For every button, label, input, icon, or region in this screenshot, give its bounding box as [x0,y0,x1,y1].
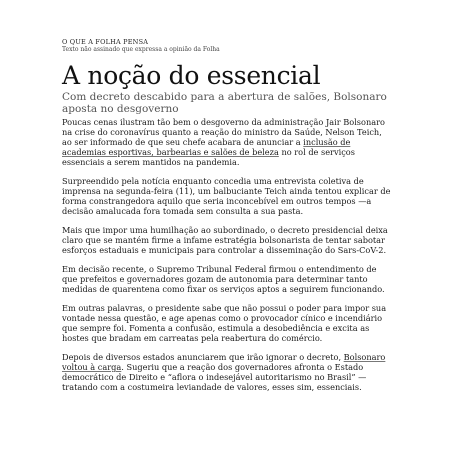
link-bolsonaro-voltou[interactable]: Bolsonaro voltou à carga [62,352,386,372]
article-page [62,0,392,401]
section-subtitle: Texto não assinado que expressa a opinião da Folha [62,46,220,53]
paragraph-6-before: Depois de diversos estados anunciarem que irão ignorar o decreto, [62,352,344,362]
deck: Com decreto descabido para a abertura de salões, Bolsonaro aposta no desgoverno [62,91,387,115]
paragraph-1-after: no rol de serviços essenciais a serem mantidos na pandemia. [62,147,355,167]
paragraph-3: Mais que impor uma humilhação ao subordinado, o decreto presidencial deixa claro que se mantém firme a infame estratégia bolsonarista de tentar sabotar esforços estaduais e municipais para controlar a disseminação do Sars-CoV-2. [62,225,388,255]
article-body [62,117,392,392]
paragraph-4: Em decisão recente, o Supremo Tribunal Federal firmou o entendimento de que prefeitos e governadores gozam de autonomia para determinar tanto medidas de quarentena como fixar os serviços aptos a seguirem funcionando. [62,264,385,294]
paragraph-6 [62,352,392,392]
section-label: O QUE A FOLHA PENSA [62,38,149,46]
paragraph-5: Em outras palavras, o presidente sabe que não possui o poder para impor sua vontade nessa questão, e age apenas como o provocador cínico e incendiário que sempre foi. Fomenta a confusão, estimula a desobediência e excita as hostes que bradam em carreatas pela reabertura do comércio. [62,303,387,343]
link-academias[interactable]: inclusão de academias esportivas, barbearias e salões de beleza [62,137,351,157]
paragraph-6-after: . Sugeriu que a reação dos governadores afronta o Estado democrático de Direito e “aflora o indesejável autoritarismo no Brasil” —tratando com a costumeira leviandade de valores, esses sim, essenciais. [62,362,367,392]
paragraph-1 [62,117,392,167]
paragraph-1-before: Poucas cenas ilustram tão bem o desgoverno da administração Jair Bolsonaro na crise do coronavírus quanto a reação do ministro da Saúde, Nelson Teich, ao ser informado de que seu chefe acabara de anunciar a [62,117,385,147]
headline: A noção do essencial [62,61,321,90]
paragraph-2: Surpreendido pela notícia enquanto concedia uma entrevista coletiva de imprensa na segunda-feira (11), um balbuciante Teich ainda tentou explicar de forma constrangedora aquilo que seria inconcebível em outros tempos —a decisão amalucada fora tomada sem consulta a sua pasta. [62,176,391,216]
